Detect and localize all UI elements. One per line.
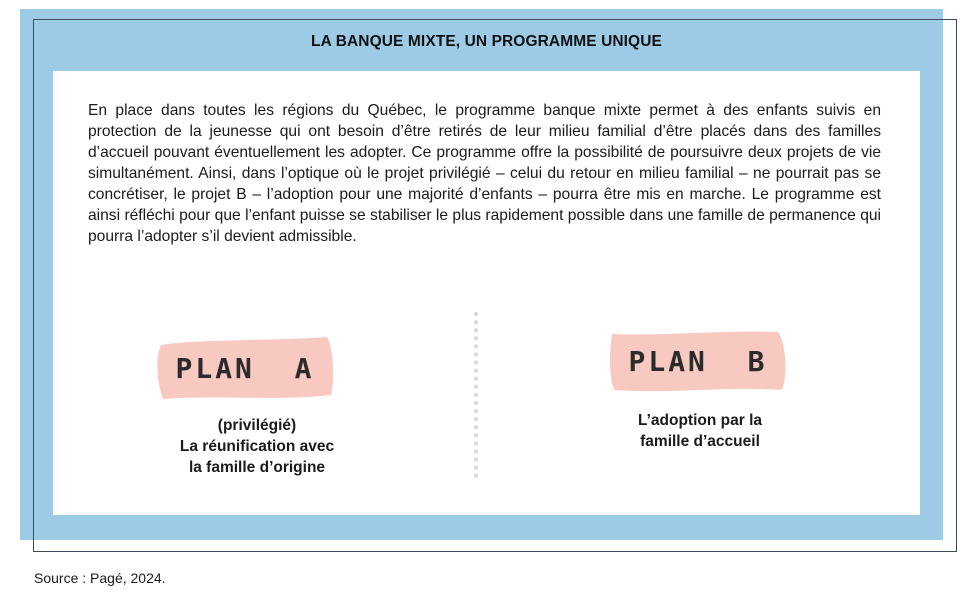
plan-b-line: L’adoption par la: [637, 412, 762, 429]
plan-a-line: (privilégié): [217, 417, 297, 434]
source-citation: Source : Pagé, 2024.: [34, 570, 166, 586]
plan-a-description: [147, 415, 367, 478]
plan-b-description: [590, 410, 810, 452]
plan-a-badge: [155, 335, 335, 402]
plan-b-badge: [608, 328, 788, 395]
dotted-divider: [474, 312, 478, 478]
plan-a-label: PLAN A: [175, 352, 315, 385]
infographic-title: LA BANQUE MIXTE, UN PROGRAMME UNIQUE: [311, 33, 662, 50]
plan-a-line: La réunification avec: [179, 438, 335, 455]
plan-b-line: famille d’accueil: [640, 433, 760, 450]
program-description: En place dans toutes les régions du Québec, le programme banque mixte permet à des enfants suivis en protection de la jeunesse qui ont besoin d’être retirés de leur milieu familial d’être placés dans des familles d’accueil pouvant éventuellement les adopter. Ce programme offre la possibilité de poursuivre deux projets de vie simultanément. Ainsi, dans l’optique où le projet privilégié – celui du retour en milieu familial – ne pourrait pas se concrétiser, le projet B – l’adoption pour une majorité d’enfants – pourra être mis en marche. Le programme est ainsi réfléchi pour que l’enfant puisse se stabiliser le plus rapidement possible dans une famille de permanence qui pourra l’adopter s’il devient admissible.: [88, 102, 881, 245]
plan-a-line: la famille d’origine: [188, 459, 326, 476]
plan-b-label: PLAN B: [628, 345, 768, 378]
